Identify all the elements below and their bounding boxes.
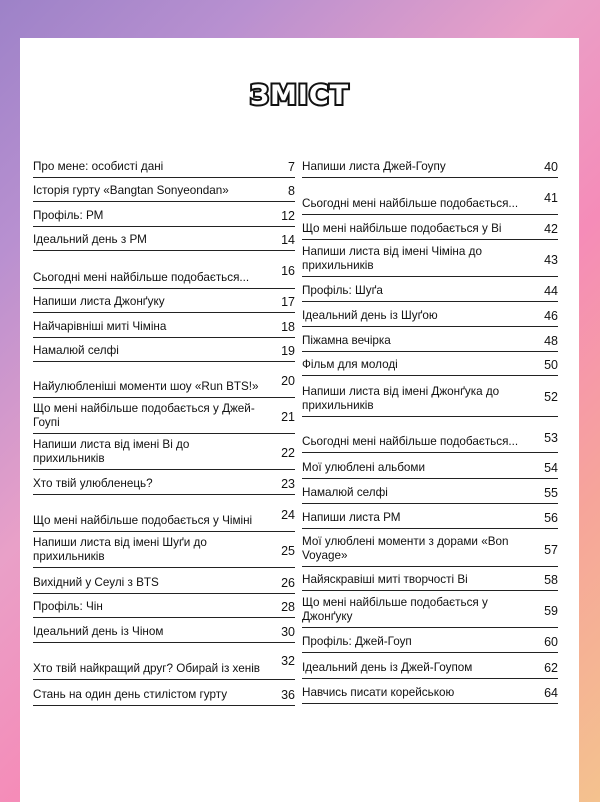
- toc-entry-title: Напиши листа від імені Ві до прихильників: [33, 438, 190, 465]
- toc-entry[interactable]: [302, 529, 558, 567]
- toc-entry-page: 32: [281, 654, 295, 668]
- toc-entry-title: Найулюбленіші моменти шоу «Run BTS!»: [33, 380, 259, 393]
- toc-entry-title: Намалюй селфі: [302, 486, 388, 499]
- toc-entry-page: 54: [544, 461, 558, 475]
- toc-entry-title: Хто твій улюбленець?: [33, 477, 153, 490]
- toc-entry-page: 56: [544, 511, 558, 525]
- toc-entry-page: 24: [281, 508, 295, 522]
- toc-entry[interactable]: [33, 495, 295, 532]
- toc-entry[interactable]: [33, 532, 295, 568]
- toc-entry-title: Напиши листа Джей-Гоупу: [302, 160, 446, 173]
- toc-right-column: [302, 156, 558, 704]
- toc-entry-title: Фільм для молоді: [302, 358, 398, 371]
- toc-entry-title: Що мені найбільше подобається у Чіміні: [33, 514, 253, 527]
- toc-entry-page: 57: [544, 543, 558, 557]
- toc-entry-title: Історія гурту «Bangtan Sonyeondan»: [33, 184, 229, 197]
- toc-entry-title: Ідеальний день із Шуґою: [302, 309, 438, 322]
- toc-entry-page: 12: [281, 209, 295, 223]
- toc-entry-title: Мої улюблені альбоми: [302, 461, 425, 474]
- toc-entry-title: Що мені найбільше подобається у Джей-Гоупі: [33, 402, 255, 429]
- toc-entry-page: 64: [544, 686, 558, 700]
- toc-entry[interactable]: [302, 178, 558, 215]
- toc-entry-title: Ідеальний день із Джей-Гоупом: [302, 661, 473, 674]
- toc-entry-page: 62: [544, 661, 558, 675]
- toc-entry-page: 26: [281, 576, 295, 590]
- toc-entry[interactable]: [302, 277, 558, 302]
- toc-entry-page: 46: [544, 309, 558, 323]
- toc-entry-page: 59: [544, 604, 558, 618]
- toc-entry[interactable]: [33, 251, 295, 289]
- toc-entry[interactable]: [33, 289, 295, 313]
- toc-entry-title: Напиши листа від імені Чіміна до прихильників: [302, 245, 482, 272]
- toc-entry-page: 60: [544, 635, 558, 649]
- toc-entry-title: Що мені найбільше подобається у Ві: [302, 222, 502, 235]
- toc-entry-page: 50: [544, 358, 558, 372]
- toc-entry-title: Профіль: РМ: [33, 209, 104, 222]
- toc-entry[interactable]: [302, 628, 558, 653]
- toc-entry-page: 30: [281, 625, 295, 639]
- toc-entry[interactable]: [33, 643, 295, 680]
- toc-entry-page: 43: [544, 253, 558, 267]
- toc-entry[interactable]: [33, 362, 295, 398]
- toc-entry[interactable]: [302, 215, 558, 240]
- toc-entry-page: 52: [544, 390, 558, 404]
- toc-entry-title: Що мені найбільше подобається у Джонґуку: [302, 596, 488, 623]
- toc-entry-page: 40: [544, 160, 558, 174]
- toc-entry-title: Напиши листа від імені Шуґи до прихильників: [33, 536, 207, 563]
- toc-entry-page: 41: [544, 191, 558, 205]
- toc-entry-title: Профіль: Джей-Гоуп: [302, 635, 412, 648]
- toc-entry-title: Хто твій найкращий друг? Обирай із хенів: [33, 662, 261, 675]
- toc-entry-title: Напиши листа Джонґуку: [33, 295, 165, 308]
- toc-entry[interactable]: [302, 417, 558, 453]
- page-title: ЗМІСТ: [249, 80, 350, 111]
- toc-entry-title: Найяскравіші миті творчості Ві: [302, 573, 468, 586]
- toc-entry[interactable]: [33, 156, 295, 178]
- toc-entry-title: Стань на один день стилістом гурту: [33, 688, 228, 701]
- toc-entry[interactable]: [302, 327, 558, 352]
- toc-entry-title: Напиши листа РМ: [302, 511, 401, 524]
- toc-entry[interactable]: [33, 568, 295, 594]
- toc-entry[interactable]: [33, 398, 295, 434]
- toc-entry-title: Намалюй селфі: [33, 344, 119, 357]
- toc-entry[interactable]: [302, 504, 558, 529]
- toc-entry-page: 19: [281, 344, 295, 358]
- toc-entry[interactable]: [302, 302, 558, 327]
- toc-entry[interactable]: [302, 453, 558, 479]
- toc-entry[interactable]: [33, 434, 295, 470]
- toc-entry-title: Сьогодні мені найбільше подобається...: [33, 271, 250, 284]
- toc-entry-page: 8: [288, 184, 295, 198]
- toc-left-column: [33, 156, 295, 706]
- toc-entry[interactable]: [33, 178, 295, 202]
- toc-entry-page: 22: [281, 446, 295, 460]
- toc-entry[interactable]: [302, 591, 558, 628]
- book-page: [20, 38, 579, 802]
- toc-entry-page: 17: [281, 295, 295, 309]
- toc-entry[interactable]: [302, 376, 558, 417]
- toc-entry-title: Ідеальний день з РМ: [33, 233, 147, 246]
- toc-entry[interactable]: [302, 240, 558, 277]
- toc-entry[interactable]: [33, 338, 295, 362]
- toc-entry-page: 58: [544, 573, 558, 587]
- toc-entry[interactable]: [33, 594, 295, 618]
- toc-entry-page: 48: [544, 334, 558, 348]
- toc-entry-page: 16: [281, 264, 295, 278]
- toc-entry[interactable]: [302, 679, 558, 704]
- toc-entry-title: Піжамна вечірка: [302, 334, 391, 347]
- toc-entry-title: Мої улюблені моменти з дорами «Bon Voyage»: [302, 535, 509, 562]
- toc-entry[interactable]: [33, 470, 295, 495]
- toc-entry[interactable]: [302, 653, 558, 679]
- toc-entry-title: Найчарівніші миті Чіміна: [33, 320, 167, 333]
- toc-entry-title: Напиши листа від імені Джонґука до прихильників: [302, 385, 500, 412]
- toc-entry-page: 42: [544, 222, 558, 236]
- toc-entry-page: 25: [281, 544, 295, 558]
- toc-entry[interactable]: [33, 202, 295, 227]
- toc-entry-page: 36: [281, 688, 295, 702]
- toc-entry-title: Навчись писати корейською: [302, 686, 455, 699]
- toc-entry[interactable]: [302, 479, 558, 504]
- toc-entry-page: 21: [281, 410, 295, 424]
- toc-entry-page: 7: [288, 160, 295, 174]
- toc-entry-title: Ідеальний день із Чіном: [33, 625, 164, 638]
- toc-entry[interactable]: [33, 313, 295, 338]
- toc-entry-title: Профіль: Шуґа: [302, 284, 383, 297]
- toc-entry[interactable]: [33, 618, 295, 643]
- toc-entry-page: 53: [544, 431, 558, 445]
- toc-entry-title: Сьогодні мені найбільше подобається...: [302, 435, 519, 448]
- toc-entry-page: 55: [544, 486, 558, 500]
- toc-entry-title: Про мене: особисті дані: [33, 160, 164, 173]
- toc-entry-title: Вихідний у Сеулі з BTS: [33, 576, 159, 589]
- toc-entry-page: 28: [281, 600, 295, 614]
- toc-entry[interactable]: [302, 156, 558, 178]
- toc-entry-page: 23: [281, 477, 295, 491]
- toc-entry[interactable]: [302, 567, 558, 591]
- toc-entry-title: Профіль: Чін: [33, 600, 103, 613]
- toc-entry-title: Сьогодні мені найбільше подобається...: [302, 197, 519, 210]
- toc-entry-page: 20: [281, 374, 295, 388]
- toc-entry[interactable]: [302, 352, 558, 376]
- toc-entry-page: 44: [544, 284, 558, 298]
- toc-entry[interactable]: [33, 680, 295, 706]
- toc-entry-page: 14: [281, 233, 295, 247]
- toc-entry[interactable]: [33, 227, 295, 251]
- toc-entry-page: 18: [281, 320, 295, 334]
